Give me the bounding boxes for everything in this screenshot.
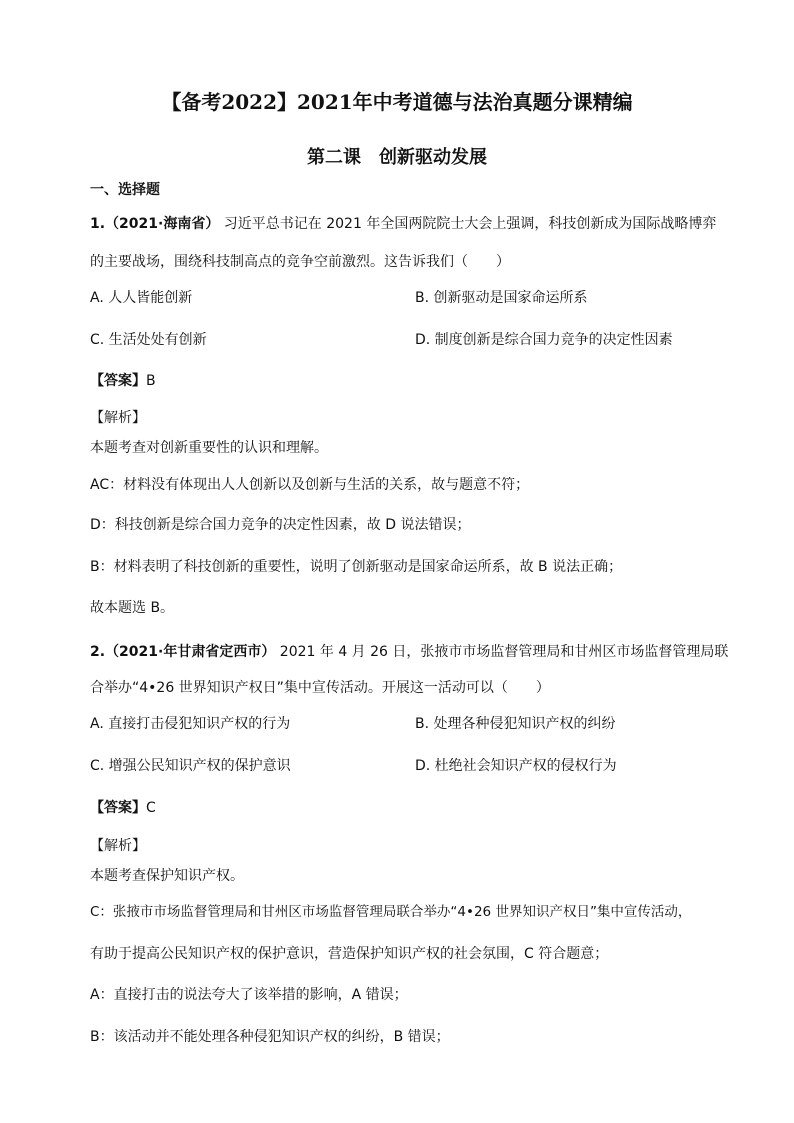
question-2-stem-1: 2021 年 4 月 26 日，张掖市市场监督管理局和甘州区市场监督管理局联 — [279, 644, 729, 660]
question-2-option-a: A. 直接打击侵犯知识产权的行为 — [90, 716, 291, 732]
answer-value: B — [146, 373, 156, 389]
question-1-option-b: B. 创新驱动是国家命运所系 — [415, 290, 588, 306]
section-heading: 一、选择题 — [90, 182, 160, 198]
question-2-analysis-1: 本题考查保护知识产权。 — [90, 868, 244, 884]
question-1-answer — [90, 371, 156, 391]
question-2-option-b: B. 处理各种侵犯知识产权的纠纷 — [415, 716, 616, 732]
question-2-option-c: C. 增强公民知识产权的保护意识 — [90, 758, 291, 774]
question-2-analysis-4: A：直接打击的说法夸大了该举措的影响，A 错误； — [90, 987, 408, 1003]
question-2-stem-2: 合举办“4•26 世界知识产权日”集中宣传活动。开展这一活动可以（ ） — [90, 680, 550, 696]
document-title: 【备考2022】2021年中考道德与法治真题分课精编 — [161, 90, 633, 114]
question-2-option-d: D. 杜绝社会知识产权的侵权行为 — [415, 758, 617, 774]
question-1-analysis-label: 【解析】 — [90, 410, 146, 426]
answer-label: 【答案】 — [90, 373, 146, 389]
question-1-analysis-2: AC：材料没有体现出人人创新以及创新与生活的关系，故与题意不符； — [90, 477, 530, 493]
question-2-answer — [90, 798, 156, 818]
question-1-option-a: A. 人人皆能创新 — [90, 290, 193, 306]
answer-label: 【答案】 — [90, 800, 146, 816]
question-2-analysis-3: 有助于提高公民知识产权的保护意识，营造保护知识产权的社会氛围，C 符合题意； — [90, 946, 609, 962]
question-1-analysis-4: B：材料表明了科技创新的重要性，说明了创新驱动是国家命运所系，故 B 说法正确； — [90, 559, 623, 575]
question-1-source: 1.（2021·海南省） — [90, 216, 220, 232]
lesson-title: 第二课 创新驱动发展 — [307, 147, 487, 168]
question-1-analysis-3: D：科技创新是综合国力竞争的决定性因素，故 D 说法错误； — [90, 517, 471, 533]
question-1-stem-2: 的主要战场，围绕科技制高点的竞争空前激烈。这告诉我们（ ） — [90, 254, 510, 270]
question-2-analysis-2: C：张掖市市场监督管理局和甘州区市场监督管理局联合举办“4•26 世界知识产权日”集中宣传活动， — [90, 904, 692, 920]
question-1-option-d: D. 制度创新是综合国力竞争的决定性因素 — [415, 332, 673, 348]
question-1-analysis-1: 本题考查对创新重要性的认识和理解。 — [90, 440, 328, 456]
question-2-analysis-5: B：该活动并不能处理各种侵犯知识产权的纠纷，B 错误； — [90, 1029, 450, 1045]
question-2-line-1 — [90, 642, 728, 662]
question-2-source: 2.（2021·年甘肃省定西市） — [90, 644, 276, 660]
question-2-analysis-label: 【解析】 — [90, 838, 146, 854]
answer-value: C — [146, 800, 156, 816]
question-1-stem-1: 习近平总书记在 2021 年全国两院院士大会上强调，科技创新成为国际战略博弈 — [223, 216, 717, 232]
question-1-analysis-5: 故本题选 B。 — [90, 600, 175, 616]
question-1-line-1 — [90, 214, 716, 234]
question-1-option-c: C. 生活处处有创新 — [90, 332, 207, 348]
